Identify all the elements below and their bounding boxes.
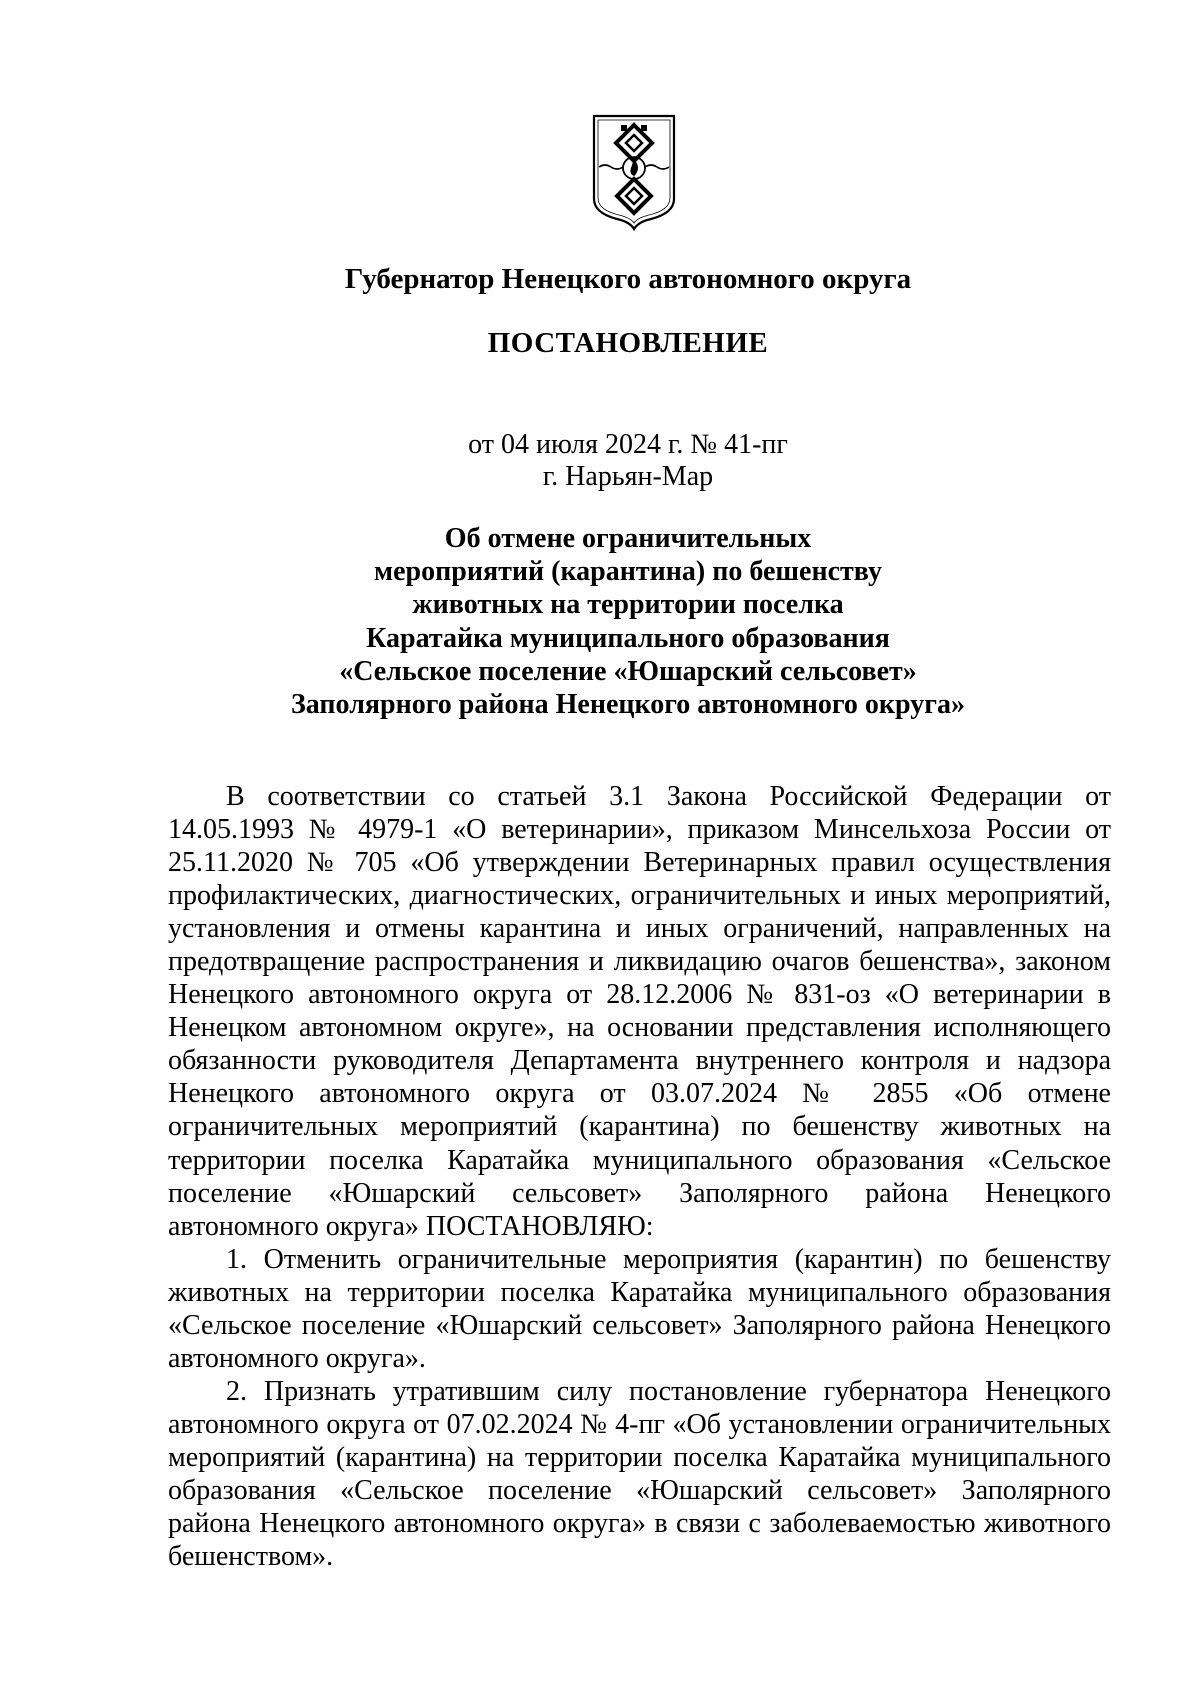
nenets-okrug-coat-of-arms-icon xyxy=(591,113,677,231)
subject-line: мероприятий (карантина) по бешенству xyxy=(374,556,882,588)
document-date-number: от 04 июля 2024 г. № 41-пг xyxy=(468,429,788,460)
subject-line: «Сельское поселение «Юшарский сельсовет» xyxy=(339,655,917,687)
body-preamble: В соответствии со статьей 3.1 Закона Российской Федерации от 14.05.1993 № 4979-1 «О ветеринарии», приказом Минсельхоза России от 25.11.2020 № 705 «Об утверждении Ветеринарных правил осуществления профилактических, диагностических, ограничительных и иных мероприятий, установления и отмены карантина и иных ограничений, направленных на предотвращение распространения и ликвидацию очагов бешенства», законом Ненецкого автономного округа от 28.12.2006 № 831-оз «О ветеринарии в Ненецком автономном округе», на основании представления исполняющего обязанности руководителя Департамента внутреннего контроля и надзора Ненецкого автономного округа от 03.07.2024 № 2855 «Об отмене ограничительных мероприятий (карантина) по бешенству животных на территории поселка Каратайка муниципального образования «Сельское поселение «Юшарский сельсовет» Заполярного района Ненецкого автономного округа» ПОСТАНОВЛЯЮ: xyxy=(168,781,1111,1242)
document-subject xyxy=(0,522,1200,721)
body-item-1: 1. Отменить ограничительные мероприятия (карантин) по бешенству животных на территории поселка Каратайка муниципального образования «Сельское поселение «Юшарский сельсовет» Заполярного района Ненецкого автономного округа». xyxy=(168,1243,1111,1374)
subject-line: Об отмене ограничительных xyxy=(444,523,812,554)
document-place: г. Нарьян-Мар xyxy=(542,461,714,492)
document-type-heading: ПОСТАНОВЛЕНИЕ xyxy=(487,327,769,359)
subject-line: Каратайка муниципального образования xyxy=(366,622,890,654)
body-item-2: 2. Признать утратившим силу постановление губернатора Ненецкого автономного округа от 07.02.2024 № 4-пг «Об установлении ограничительных мероприятий (карантина) на территории поселка Каратайка муниципального образования «Сельское поселение «Юшарский сельсовет» Заполярного района Ненецкого автономного округа» в связи с заболеваемостью животного бешенством». xyxy=(168,1375,1111,1573)
subject-line: животных на территории поселка xyxy=(412,589,844,621)
subject-line: Заполярного района Ненецкого автономного округа» xyxy=(291,689,965,721)
issuing-authority: Губернатор Ненецкого автономного округа xyxy=(344,263,912,295)
document-body xyxy=(168,780,1111,1573)
